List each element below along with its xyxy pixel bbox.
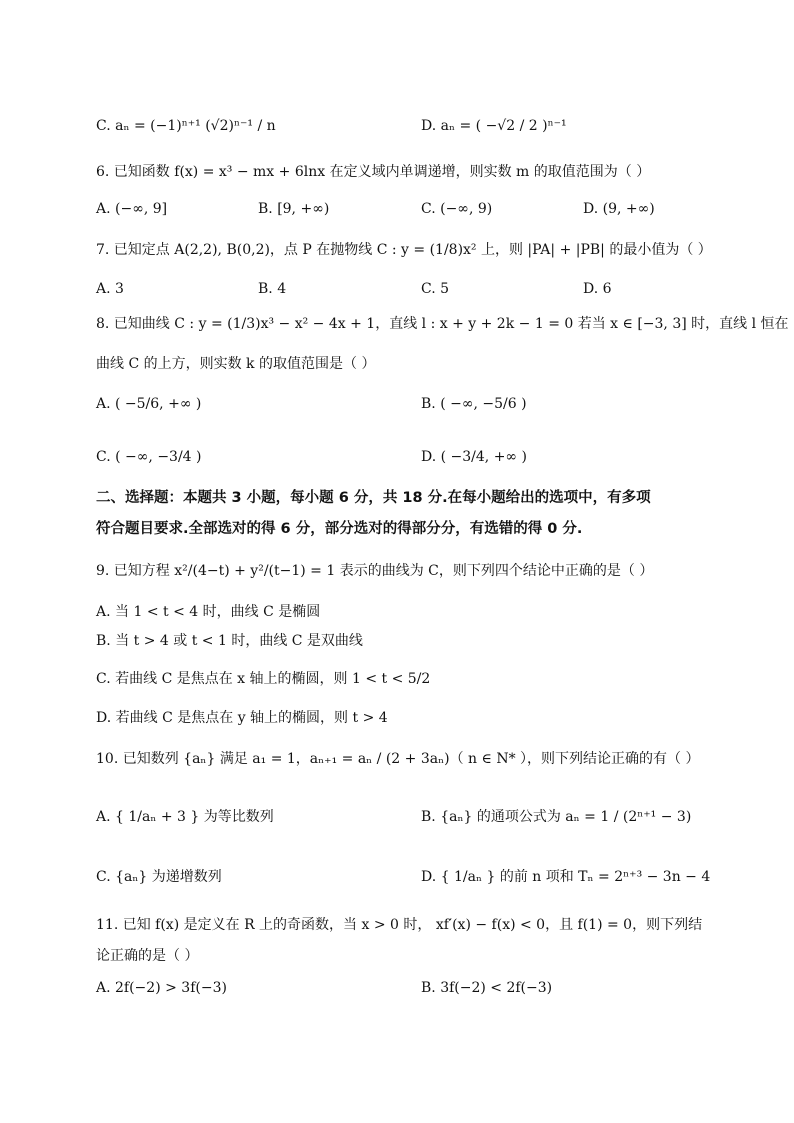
q6-option-b: B. [9, +∞) bbox=[258, 201, 330, 217]
q11-stem-line2: 论正确的是（ ） bbox=[96, 948, 199, 964]
q6-option-d: D. (9, +∞) bbox=[583, 201, 655, 217]
q6-option-a: A. (−∞, 9] bbox=[96, 201, 168, 217]
q9-stem: 9. 已知方程 x²/(4−t) + y²/(t−1) = 1 表示的曲线为 C，则下列四个结论中正确的是（ ） bbox=[96, 563, 654, 579]
q7-option-a: A. 3 bbox=[96, 281, 124, 297]
q10-stem: 10. 已知数列 {aₙ} 满足 a₁ = 1，aₙ₊₁ = aₙ / (2 + 3aₙ)（ n ∈ N* ），则下列结论正确的有（ ） bbox=[96, 751, 700, 767]
q5-option-d: D. aₙ = ( −√2 / 2 )ⁿ⁻¹ bbox=[421, 118, 567, 134]
q6-option-c: C. (−∞, 9) bbox=[421, 201, 493, 217]
q10-option-c: C. {aₙ} 为递增数列 bbox=[96, 869, 222, 885]
q11-option-a: A. 2f(−2) > 3f(−3) bbox=[96, 980, 227, 996]
q9-option-c: C. 若曲线 C 是焦点在 x 轴上的椭圆，则 1 < t < 5/2 bbox=[96, 671, 431, 687]
section-2-heading-line2: 符合题目要求.全部选对的得 6 分，部分选对的得部分分，有选错的得 0 分. bbox=[96, 521, 583, 537]
q11-option-b: B. 3f(−2) < 2f(−3) bbox=[421, 980, 553, 996]
q7-option-d: D. 6 bbox=[583, 281, 612, 297]
q10-option-b: B. {aₙ} 的通项公式为 aₙ = 1 / (2ⁿ⁺¹ − 3) bbox=[421, 809, 692, 825]
q7-stem: 7. 已知定点 A(2,2), B(0,2)，点 P 在抛物线 C : y = (1/8)x² 上，则 |PA| + |PB| 的最小值为（ ） bbox=[96, 242, 712, 258]
q6-stem: 6. 已知函数 f(x) = x³ − mx + 6lnx 在定义域内单调递增，则实数 m 的取值范围为（ ） bbox=[96, 164, 651, 180]
q10-option-a: A. { 1/aₙ + 3 } 为等比数列 bbox=[96, 809, 274, 825]
q5-option-c: C. aₙ = (−1)ⁿ⁺¹ (√2)ⁿ⁻¹ / n bbox=[96, 118, 276, 134]
q9-option-b: B. 当 t > 4 或 t < 1 时，曲线 C 是双曲线 bbox=[96, 633, 363, 649]
q8-option-d: D. ( −3/4, +∞ ) bbox=[421, 449, 528, 465]
section-2-heading-line1: 二、选择题：本题共 3 小题，每小题 6 分，共 18 分.在每小题给出的选项中，有多项 bbox=[96, 490, 651, 506]
q10-option-d: D. { 1/aₙ } 的前 n 项和 Tₙ = 2ⁿ⁺³ − 3n − 4 bbox=[421, 869, 711, 885]
q8-option-a: A. ( −5/6, +∞ ) bbox=[96, 396, 202, 412]
q7-option-c: C. 5 bbox=[421, 281, 450, 297]
q9-option-d: D. 若曲线 C 是焦点在 y 轴上的椭圆，则 t > 4 bbox=[96, 710, 388, 726]
q8-stem-line2: 曲线 C 的上方，则实数 k 的取值范围是（ ） bbox=[96, 356, 376, 372]
q8-option-c: C. ( −∞, −3/4 ) bbox=[96, 449, 202, 465]
q8-stem-line1: 8. 已知曲线 C : y = (1/3)x³ − x² − 4x + 1，直线 l : x + y + 2k − 1 = 0 若当 x ∈ [−3, 3] 时，直线 l 恒在 bbox=[96, 316, 789, 332]
q9-option-a: A. 当 1 < t < 4 时，曲线 C 是椭圆 bbox=[96, 604, 321, 620]
q11-stem-line1: 11. 已知 f(x) 是定义在 R 上的奇函数，当 x > 0 时， xf′(x) − f(x) < 0，且 f(1) = 0，则下列结 bbox=[96, 917, 703, 933]
q7-option-b: B. 4 bbox=[258, 281, 287, 297]
q8-option-b: B. ( −∞, −5/6 ) bbox=[421, 396, 527, 412]
